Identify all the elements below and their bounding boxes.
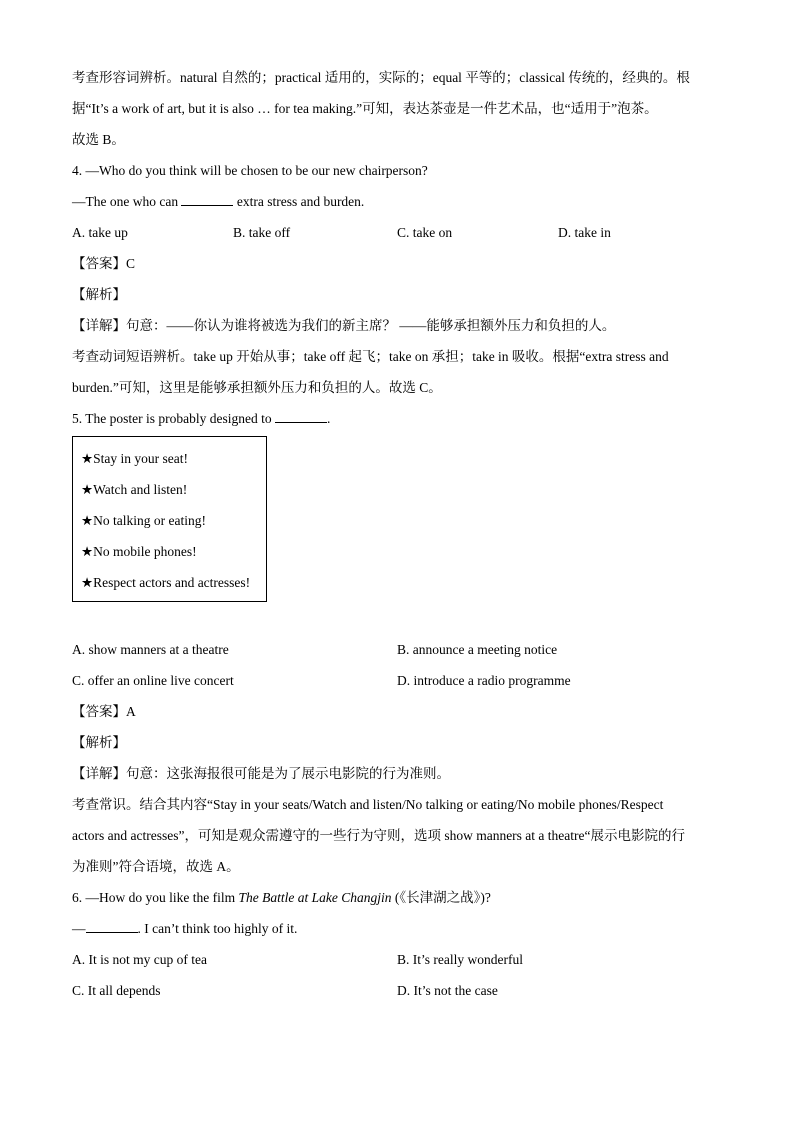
q4-stem: 4. —Who do you think will be chosen to be our new chairperson? <box>72 163 428 178</box>
q6-stem-line-2: — . I can’t think too highly of it. <box>72 921 298 936</box>
q5-options-row-2 <box>72 665 722 696</box>
q6-option-c: C. It all depends <box>72 983 161 998</box>
q4-explanation-line-2: burden.”可知，这里是能够承担额外压力和负担的人。故选 C。 <box>72 380 442 395</box>
q4-option-a: A. take up <box>72 225 128 240</box>
q5-explanation-line-3: 为准则”符合语境，故选 A。 <box>72 859 240 874</box>
q4-option-d: D. take in <box>558 225 611 240</box>
q5-analysis-heading: 【解析】 <box>72 735 126 750</box>
q6-option-d: D. It’s not the case <box>397 983 498 998</box>
q5-answer: 【答案】A <box>72 704 136 719</box>
q4-explanation-line-1: 考查动词短语辨析。take up 开始从事；take off 起飞；take on 承担；take in 吸收。根据“extra stress and <box>72 349 669 364</box>
q5-option-d: D. introduce a radio programme <box>397 673 571 688</box>
answer-blank <box>181 193 233 206</box>
q3-explanation-line-1: 考查形容词辨析。natural 自然的；practical 适用的，实际的；equal 平等的；classical 传统的，经典的。根 <box>72 70 690 85</box>
q5-stem: 5. The poster is probably designed to . <box>72 411 331 426</box>
q3-explanation-line-3: 故选 B。 <box>72 132 125 147</box>
q5-explanation-line-1: 考查常识。结合其内容“Stay in your seats/Watch and listen/No talking or eating/No mobile phones/Respect <box>72 797 664 812</box>
q4-options <box>72 217 722 248</box>
q5-option-c: C. offer an online live concert <box>72 673 234 688</box>
poster-line: ★No mobile phones! <box>81 544 197 559</box>
answer-blank <box>275 410 327 423</box>
q4-stem-line-2: —The one who can extra stress and burden. <box>72 194 365 209</box>
q6-options-row-1 <box>72 944 722 975</box>
q6-option-a: A. It is not my cup of tea <box>72 952 207 967</box>
poster-line: ★Watch and listen! <box>81 482 188 497</box>
q3-explanation-line-2: 据“It’s a work of art, but it is also … for tea making.”可知，表达茶壶是一件艺术品，也“适用于”泡茶。 <box>72 101 658 116</box>
q5-detail: 【详解】句意：这张海报很可能是为了展示电影院的行为准则。 <box>72 766 450 781</box>
q4-answer: 【答案】C <box>72 256 136 271</box>
q4-detail: 【详解】句意：——你认为谁将被选为我们的新主席？ ——能够承担额外压力和负担的人。 <box>72 318 616 333</box>
q6-stem: 6. —How do you like the film The Battle at Lake Changjin (《长津湖之战》)? <box>72 890 491 905</box>
q6-options-row-2 <box>72 975 722 1006</box>
film-title: The Battle at Lake Changjin <box>238 890 392 905</box>
q5-options-row-1 <box>72 634 722 665</box>
poster-line: ★Stay in your seat! <box>81 451 188 466</box>
document-page <box>72 62 722 1006</box>
poster-line: ★Respect actors and actresses! <box>81 575 251 590</box>
q4-analysis-heading: 【解析】 <box>72 287 126 302</box>
poster-box <box>72 436 267 602</box>
q6-option-b: B. It’s really wonderful <box>397 952 523 967</box>
q5-option-b: B. announce a meeting notice <box>397 642 558 657</box>
q4-option-b: B. take off <box>233 225 291 240</box>
q5-explanation-line-2: actors and actresses”，可知是观众需遵守的一些行为守则，选项 show manners at a theatre“展示电影院的行 <box>72 828 686 843</box>
q4-option-c: C. take on <box>397 225 453 240</box>
answer-blank <box>86 920 138 933</box>
poster-line: ★No talking or eating! <box>81 513 206 528</box>
q5-option-a: A. show manners at a theatre <box>72 642 229 657</box>
